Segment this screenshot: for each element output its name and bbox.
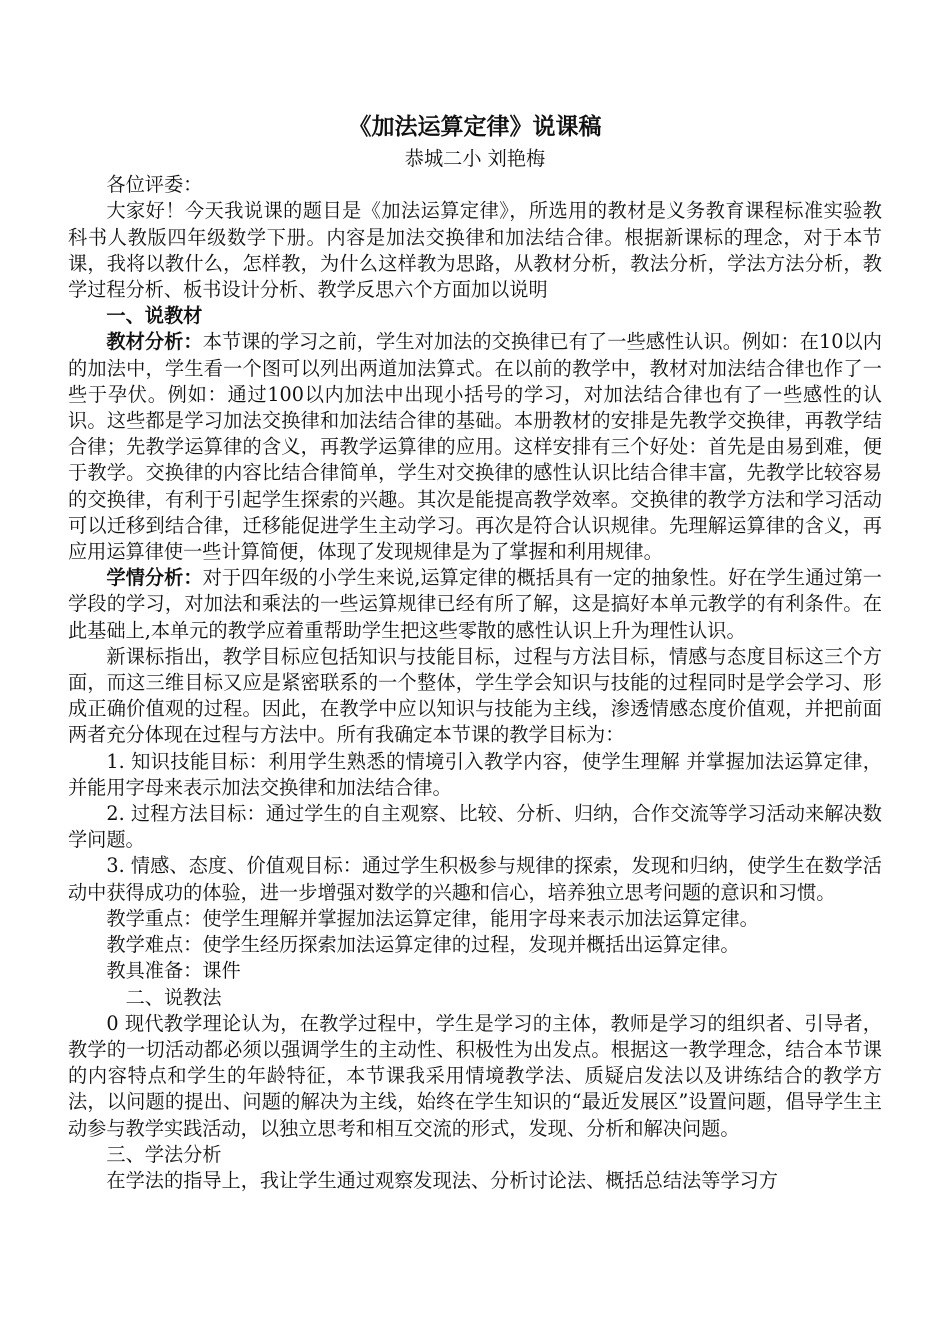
curriculum-standard-paragraph: 新课标指出，教学目标应包括知识与技能目标，过程与方法目标，情感与态度目标这三个方面，而这三维目标又应是紧密联系的一个整体，学生学会知识与技能的过程同时是学会学习、形成正确价值观的过程。因此，在教学中应以知识与技能为主线，渗透情感态度价值观，并把前面两者充分体现在过程与方法中。所有我确定本节课的教学目标为：: [68, 644, 882, 747]
teaching-tools: 教具准备：课件: [106, 959, 241, 983]
goal-item: 2. 过程方法目标：通过学生的自主观察、比较、分析、归纳，合作交流等学习活动来解决数学问题。: [68, 802, 882, 852]
teaching-method-paragraph: 0 现代教学理论认为，在教学过程中，学生是学习的主体，教师是学习的组织者、引导者，教学的一切活动都必须以强调学生的主动性、积极性为出发点。根据这一教学理念，结合本节课的内容特点和学生的年龄特征，本节课我采用情境教学法、质疑启发法以及讲练结合的教学方法，以问题的提出、问题的解决为主线，始终在学生知识的“最近发展区”设置问题，倡导学生主动参与教学实践活动，以独立思考和相互交流的形式，发现、分析和解决问题。: [68, 1011, 882, 1140]
goal-item: 3. 情感、态度、价值观目标：通过学生积极参与规律的探索，发现和归纳，使学生在数学活动中获得成功的体验，进一步增强对数学的兴趣和信心，培养独立思考问题的意识和习惯。: [68, 854, 882, 904]
textbook-analysis-text: 本节课的学习之前，学生对加法的交换律已有了一些感性认识。例如：在10以内的加法中，学生看一个图可以列出两道加法算式。在以前的教学中，教材对加法结合律也作了一些于孕伏。例如：通过100以内加法中出现小括号的学习，对加法结合律也有了一些感性的认识。这些都是学习加法交换律和加法结合律的基础。本册教材的安排是先教学交换律，再教学结合律；先教学运算律的含义，再教学运算律的应用。这样安排有三个好处：首先是由易到难，便于教学。交换律的内容比结合律简单，学生对交换律的感性认识比结合律丰富，先教学比较容易的交换律，有利于引起学生探索的兴趣。其次是能提高教学效率。交换律的教学方法和学习活动可以迁移到结合律，迁移能促进学生主动学习。再次是符合认识规律。先理解运算律的含义，再应用运算律使一些计算简便，体现了发现规律是为了掌握和利用规律。: [68, 330, 882, 564]
difficulty-point: 教学难点：使学生经历探索加法运算定律的过程，发现并概括出运算定律。: [106, 933, 740, 957]
learning-method-paragraph: 在学法的指导上，我让学生通过观察发现法、分析讨论法、概括总结法等学习方: [106, 1168, 778, 1192]
goal-item: 1. 知识技能目标：利用学生熟悉的情境引入教学内容，使学生理解 并掌握加法运算定律，并能用字母来表示加法交换律和加法结合律。: [68, 749, 882, 799]
document-title: 《加法运算定律》说课稿: [348, 113, 602, 140]
learner-analysis-label: 学情分析：: [106, 566, 203, 590]
section-3-heading: 三、学法分析: [106, 1142, 222, 1166]
section-2-heading: 二、说教法: [125, 985, 222, 1009]
author-line: 恭城二小 刘艳梅: [404, 147, 546, 170]
learner-analysis-paragraph: [68, 565, 882, 644]
textbook-analysis-paragraph: [68, 329, 882, 565]
section-1-heading: 一、说教材: [106, 304, 203, 328]
learner-analysis-text: 对于四年级的小学生来说,运算定律的概括具有一定的抽象性。好在学生通过第一学段的学习，对加法和乘法的一些运算规律已经有所了解，这是搞好本单元教学的有利条件。在此基础上,本单元的教学应着重帮助学生把这些零散的感性认识上升为理性认识。: [68, 566, 882, 642]
intro-paragraph: 大家好！今天我说课的题目是《加法运算定律》，所选用的教材是义务教育课程标准实验教科书人教版四年级数学下册。内容是加法交换律和加法结合律。根据新课标的理念，对于本节课，我将以教什么，怎样教，为什么这样教为思路，从教材分析，教法分析，学法方法分析，教学过程分析、板书设计分析、教学反思六个方面加以说明: [68, 199, 882, 302]
greeting: 各位评委：: [106, 173, 203, 197]
key-point: 教学重点：使学生理解并掌握加法运算定律，能用字母来表示加法运算定律。: [106, 906, 759, 930]
textbook-analysis-label: 教材分析：: [106, 330, 203, 354]
